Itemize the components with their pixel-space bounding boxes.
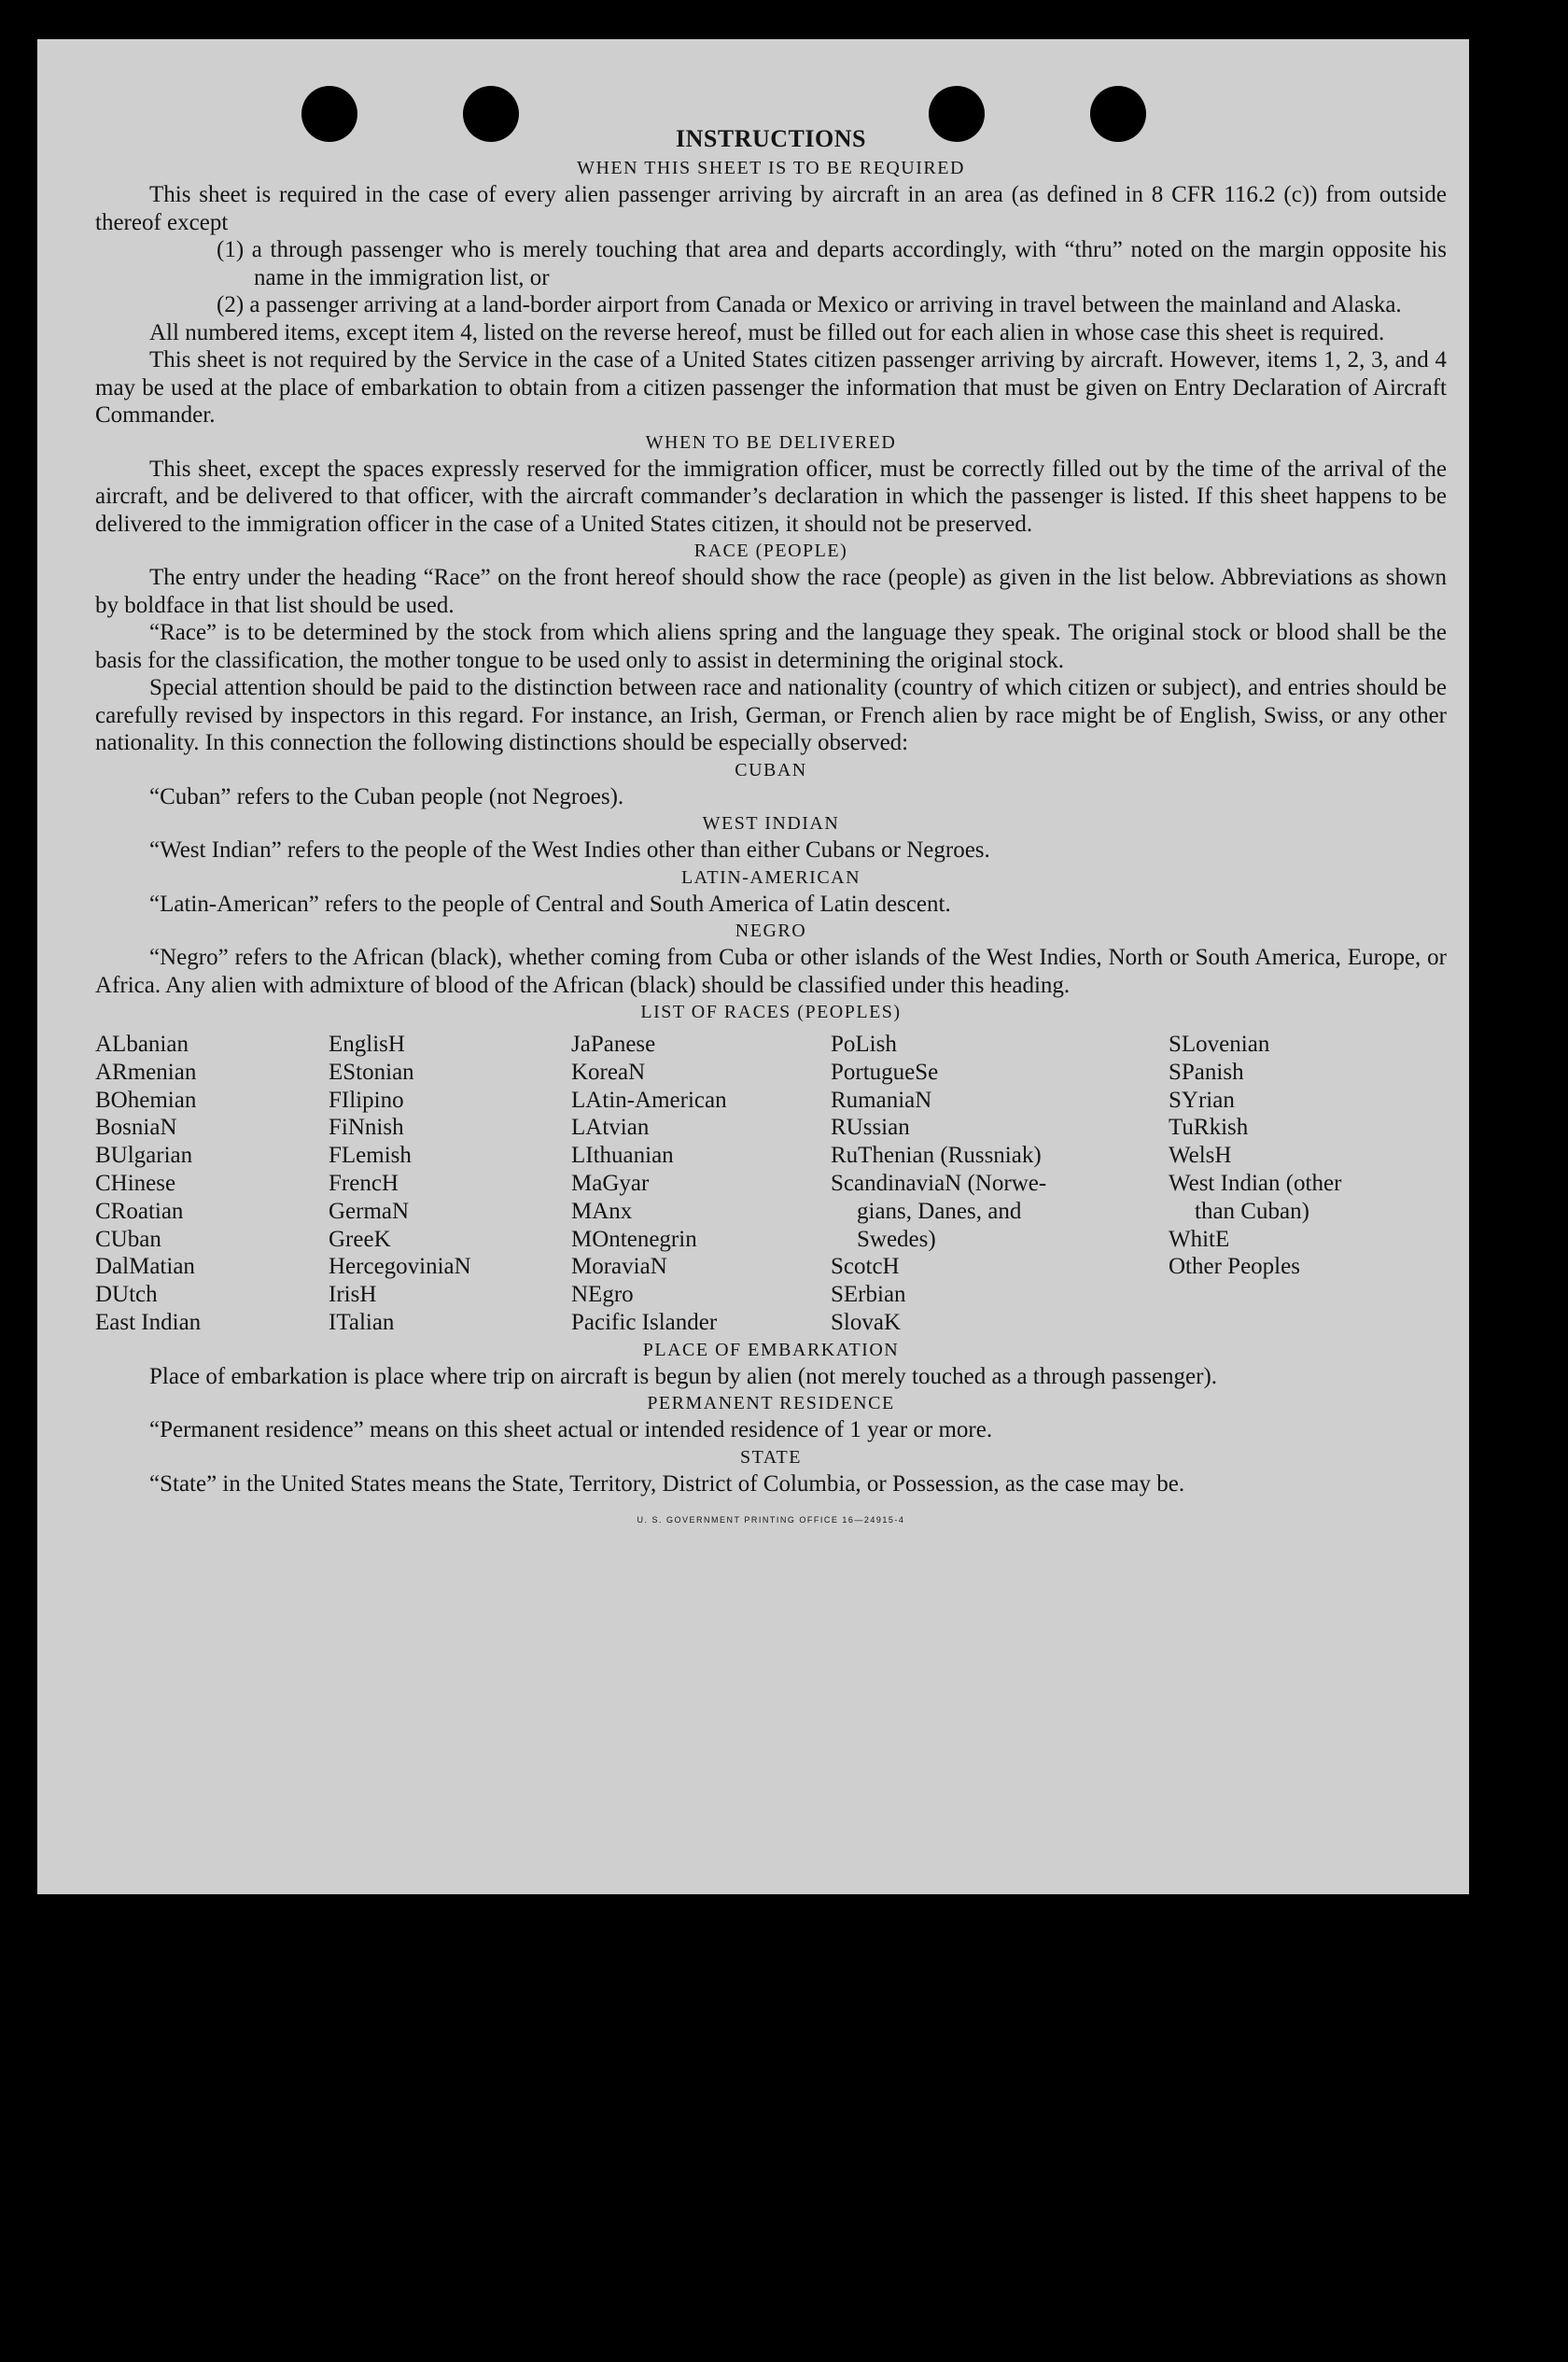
race-item: SErbian: [831, 1282, 906, 1308]
race-column: [329, 1031, 571, 1337]
race-column: [831, 1031, 1169, 1337]
race-item: LAtin-American: [571, 1087, 727, 1113]
race-item: SlovaK: [831, 1309, 901, 1335]
race-item: WelsH: [1169, 1143, 1232, 1169]
race-item: RumaniaN: [831, 1087, 932, 1113]
race-item: HercegoviniaN: [329, 1254, 471, 1280]
section-heading: NEGRO: [735, 921, 807, 941]
race-item: MOntenegrin: [571, 1226, 697, 1252]
paragraph: This sheet, except the spaces expressly reserved for the immigration officer, must be correctly filled out by the time of the arrival of the aircraft, and be delivered to that officer, with the aircraft commander’s declaration in which the passenger is listed. If this sheet happens to be delivered to the immigration officer in the case of a United States citizen, it should not be preserved.: [95, 456, 1447, 537]
race-item: TuRkish: [1169, 1115, 1249, 1141]
section-heading: WEST INDIAN: [702, 813, 840, 834]
paragraph: Special attention should be paid to the distinction between race and nationality (country of which citizen or subject), and entries should be carefully revised by inspectors in this regard. For instance, an Irish, German, or French alien by race might be of English, Swiss, or any other nationality. In this connection the following distinctions should be especially observed:: [95, 675, 1447, 755]
race-item: LAtvian: [571, 1115, 650, 1141]
race-item: FLemish: [329, 1143, 412, 1169]
race-item: Other Peoples: [1169, 1254, 1300, 1280]
race-item: CUban: [95, 1226, 161, 1252]
paragraph: “Cuban” refers to the Cuban people (not Negroes).: [149, 783, 624, 809]
race-item: ALbanian: [95, 1032, 189, 1057]
section-heading: WHEN TO BE DELIVERED: [645, 431, 897, 453]
race-item: JaPanese: [571, 1032, 656, 1057]
section-heading: WHEN THIS SHEET IS TO BE REQUIRED: [577, 158, 965, 178]
section-heading: CUBAN: [735, 759, 807, 780]
section-heading: LIST OF RACES (PEOPLES): [640, 1002, 902, 1022]
list-item: (2) a passenger arriving at a land-border airport from Canada or Mexico or arriving in travel between the mainland and Alaska.: [217, 292, 1402, 317]
printing-office-footer: U. S. GOVERNMENT PRINTING OFFICE 16—24915-4: [637, 1515, 905, 1525]
race-item: EStonian: [329, 1059, 414, 1085]
section-heading: PLACE OF EMBARKATION: [642, 1339, 900, 1360]
race-item: ScandinaviaN (Norwe-: [831, 1170, 1047, 1196]
paragraph: Place of embarkation is place where trip on aircraft is begun by alien (not merely touched as a through passenger).: [149, 1363, 1218, 1389]
race-item: FrencH: [329, 1170, 399, 1196]
race-item: SYrian: [1169, 1087, 1235, 1113]
race-item: PoLish: [831, 1032, 897, 1057]
race-item: LIthuanian: [571, 1143, 674, 1169]
race-item: RUssian: [831, 1115, 910, 1141]
section-heading: LATIN-AMERICAN: [680, 866, 861, 888]
section-heading: PERMANENT RESIDENCE: [647, 1393, 895, 1414]
race-item: GermaN: [329, 1198, 410, 1224]
race-item: Swedes): [857, 1226, 936, 1252]
paragraph: “Negro” refers to the African (black), whether coming from Cuba or other islands of the West Indies, North or South America, Europe, or Africa. Any alien with admixture of blood of the African (black) should be classified under this heading.: [95, 945, 1447, 998]
race-item: WhitE: [1169, 1226, 1230, 1252]
race-item: FiNnish: [329, 1115, 404, 1141]
race-item: RuThenian (Russniak): [831, 1143, 1042, 1169]
paragraph: This sheet is not required by the Service in the case of a United States citizen passenger arriving by aircraft. However, items 1, 2, 3, and 4 may be used at the place of embarkation to obtain from a citizen passenger the information that must be given on Entry Declaration of Aircraft Commander.: [95, 347, 1447, 428]
section-heading: RACE (PEOPLE): [693, 541, 848, 561]
race-item: NEgro: [571, 1282, 634, 1308]
race-item: KoreaN: [571, 1059, 646, 1085]
race-item: MoraviaN: [571, 1254, 667, 1280]
race-column: [1169, 1031, 1411, 1337]
race-item: Pacific Islander: [571, 1309, 718, 1335]
race-item: MAnx: [571, 1198, 633, 1224]
document-sheet: [37, 39, 1469, 1894]
race-column: [571, 1031, 831, 1337]
race-item: CHinese: [95, 1170, 176, 1196]
race-item: GreeK: [329, 1226, 391, 1252]
race-item: DUtch: [95, 1282, 158, 1308]
race-item: EnglisH: [329, 1032, 405, 1057]
page-title: INSTRUCTIONS: [676, 125, 866, 152]
race-item: ITalian: [329, 1309, 395, 1335]
race-item: BosniaN: [95, 1115, 177, 1141]
race-item: West Indian (other: [1169, 1170, 1342, 1196]
paragraph: “State” in the United States means the State, Territory, District of Columbia, or Possession, as the case may be.: [149, 1470, 1185, 1497]
paragraph: “Permanent residence” means on this sheet actual or intended residence of 1 year or more.: [149, 1417, 993, 1443]
race-item: SPanish: [1169, 1059, 1244, 1085]
race-item: PortugueSe: [831, 1059, 939, 1085]
race-item: ScotcH: [831, 1254, 900, 1280]
race-item: DalMatian: [95, 1254, 195, 1280]
race-item: IrisH: [329, 1282, 377, 1308]
race-item: ARmenian: [95, 1059, 197, 1085]
paragraph: This sheet is required in the case of every alien passenger arriving by aircraft in an area (as defined in 8 CFR 116.2 (c)) from outside thereof except: [95, 182, 1447, 235]
race-item: East Indian: [95, 1309, 202, 1335]
section-heading: STATE: [740, 1446, 802, 1468]
race-item: than Cuban): [1195, 1198, 1309, 1224]
race-item: BUlgarian: [95, 1143, 193, 1169]
paragraph: All numbered items, except item 4, listed on the reverse hereof, must be filled out for each alien in whose case this sheet is required.: [149, 319, 1385, 345]
race-item: SLovenian: [1169, 1032, 1270, 1057]
paragraph: “Race” is to be determined by the stock from which aliens spring and the language they speak. The original stock or blood shall be the basis for the classification, the mother tongue to be used only to assist in determining the original stock.: [95, 620, 1447, 673]
race-item: FIlipino: [329, 1087, 404, 1113]
race-item: BOhemian: [95, 1087, 197, 1113]
race-item: MaGyar: [571, 1170, 650, 1196]
race-column: [95, 1031, 329, 1337]
race-list: [95, 1031, 1447, 1337]
race-item: CRoatian: [95, 1198, 184, 1224]
instructions-content: [95, 125, 1447, 1535]
paragraph: “Latin-American” refers to the people of Central and South America of Latin descent.: [149, 891, 951, 917]
paragraph: “West Indian” refers to the people of the West Indies other than either Cubans or Negroes.: [149, 837, 990, 863]
list-item: (1) a through passenger who is merely touching that area and departs accordingly, with “thru” noted on the margin opposite his name in the immigration list, or: [217, 237, 1447, 290]
paragraph: The entry under the heading “Race” on the front hereof should show the race (people) as given in the list below. Abbreviations as shown by boldface in that list should be used.: [95, 565, 1447, 618]
race-item: gians, Danes, and: [857, 1198, 1022, 1224]
